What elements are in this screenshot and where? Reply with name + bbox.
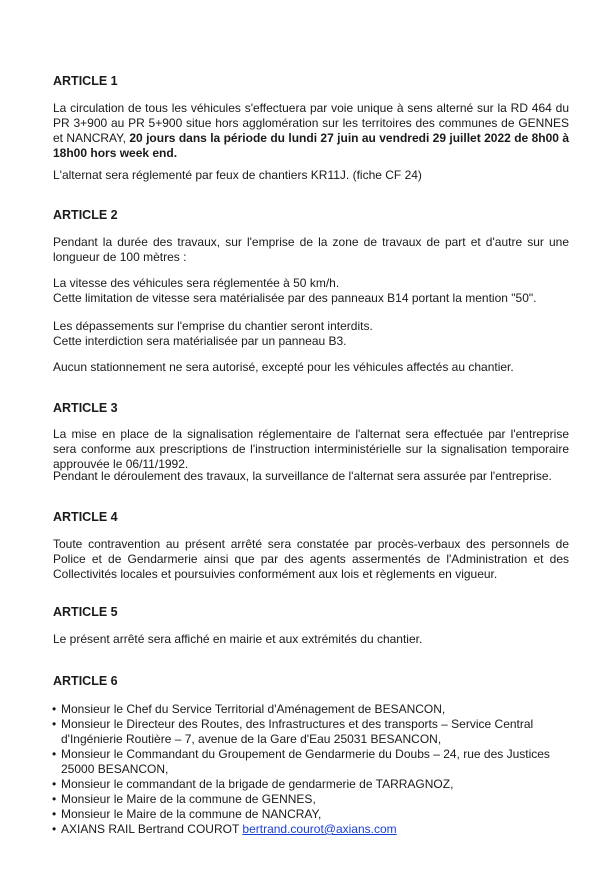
article-1-paragraph-2: L'alternat sera réglementé par feux de chantiers KR11J. (fiche CF 24)	[53, 168, 422, 182]
list-item: • Monsieur le Chef du Service Territorial d'Aménagement de BESANCON,	[53, 702, 583, 717]
article-6-heading: ARTICLE 6	[53, 674, 118, 688]
list-item: • Monsieur le Maire de la commune de NANCRAY,	[53, 807, 583, 822]
article-1-paragraph-1-text: La circulation de tous les véhicules s'effectuera par voie unique à sens alterné sur la RD 464 du PR 3+900 au PR 5+900 situe hors agglomération sur les territoires des communes de GENNES et NANCRAY,	[53, 101, 569, 145]
article-3-paragraph-1: La mise en place de la signalisation réglementaire de l'alternat sera effectuée par l'entreprise sera conforme aux prescriptions de l'instruction interministérielle sur la signalisation temporaire approuvée le 06/11/1992.	[53, 427, 569, 471]
article-2-speed-line-2: Cette limitation de vitesse sera matérialisée par des panneaux B14 portant la mention "50".	[53, 291, 537, 305]
article-2-overtaking-line-1: Les dépassements sur l'emprise du chantier seront interdits.	[53, 319, 373, 333]
article-2-overtaking-line-2: Cette interdiction sera matérialisée par un panneau B3.	[53, 334, 347, 348]
article-1-period-bold: 20 jours dans la période du lundi 27 juin au vendredi 29 juillet 2022 de 8h00 à 18h00 hors week end.	[53, 131, 570, 160]
article-3-heading: ARTICLE 3	[53, 401, 118, 415]
article-2-paragraph-1: Pendant la durée des travaux, sur l'emprise de la zone de travaux de part et d'autre sur une longueur de 100 mètres :	[53, 235, 569, 264]
list-item: • Monsieur le Directeur des Routes, des Infrastructures et des transports – Service Central d'Ingénierie Routière – 7, avenue de la Gare d'Eau 25031 BESANCON,	[53, 717, 583, 747]
article-3-paragraph-2: Pendant le déroulement des travaux, la surveillance de l'alternat sera assurée par l'entreprise.	[53, 469, 552, 483]
article-5-heading: ARTICLE 5	[53, 605, 118, 619]
email-link[interactable]: bertrand.courot@axians.com	[242, 822, 397, 836]
article-1-heading: ARTICLE 1	[53, 74, 118, 88]
list-item: • Monsieur le Commandant du Groupement de Gendarmerie du Doubs – 24, rue des Justices 25000 BESANCON,	[53, 747, 583, 777]
article-5-paragraph-1: Le présent arrêté sera affiché en mairie et aux extrémités du chantier.	[53, 632, 423, 646]
list-item: • Monsieur le Maire de la commune de GENNES,	[53, 792, 583, 807]
list-item	[53, 822, 583, 837]
axians-recipient-text: AXIANS RAIL Bertrand COUROT	[61, 822, 243, 836]
article-4-paragraph-1: Toute contravention au présent arrêté sera constatée par procès-verbaux des personnels de Police et de Gendarmerie ainsi que par des agents assermentés de l'Administration et des Collectivités locales et poursuivies conformément aux lois et règlements en vigueur.	[53, 537, 569, 581]
list-item: • Monsieur le commandant de la brigade de gendarmerie de TARRAGNOZ,	[53, 777, 583, 792]
article-6-recipient-list	[53, 702, 583, 837]
article-2-heading: ARTICLE 2	[53, 208, 118, 222]
article-2-speed-line-1: La vitesse des véhicules sera réglementée à 50 km/h.	[53, 276, 340, 290]
article-2-parking-line: Aucun stationnement ne sera autorisé, excepté pour les véhicules affectés au chantier.	[53, 360, 514, 374]
article-1-paragraph-1	[53, 101, 569, 161]
article-4-heading: ARTICLE 4	[53, 510, 118, 524]
